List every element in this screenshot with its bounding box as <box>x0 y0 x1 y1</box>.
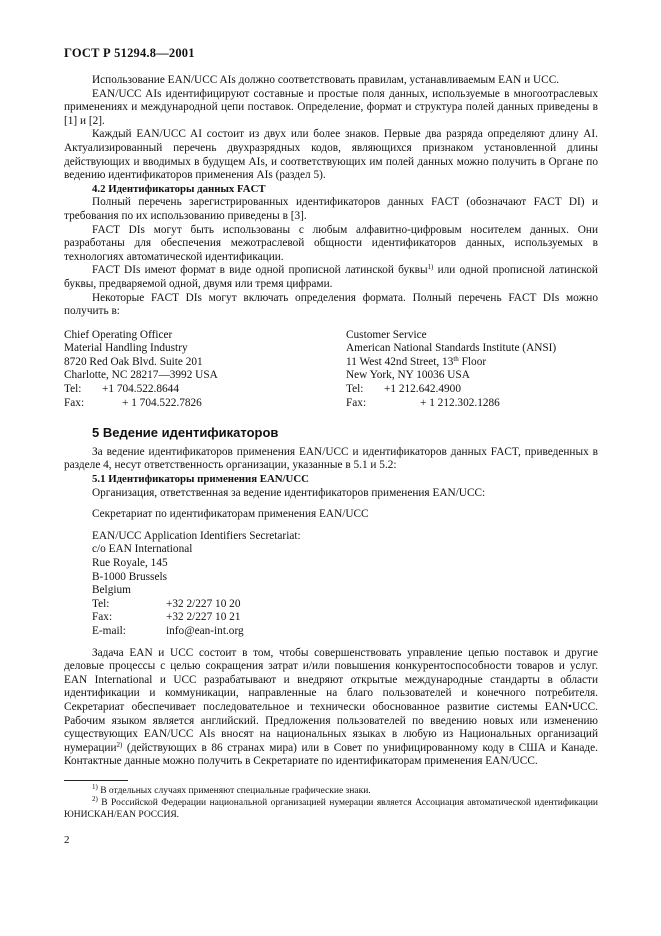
address-line: Rue Royale, 145 <box>92 557 168 569</box>
address-line: EAN/UCC Application Identifiers Secretariat: <box>92 529 301 542</box>
address-fax <box>92 611 598 625</box>
fax-label: Fax: <box>92 611 113 624</box>
page-body <box>64 74 598 769</box>
footnote-ref: 2) <box>116 740 123 749</box>
email-value: info@ean-int.org <box>166 624 244 637</box>
paragraph: Организация, ответственная за ведение идентификаторов применения EAN/UCC: <box>92 486 486 499</box>
contact-right <box>346 329 598 411</box>
paragraph: Полный перечень зарегистрированных идентификаторов данных FACT (обозначают FACT DI) и требования по их использованию приведены в [3]. <box>64 196 598 222</box>
subsection-heading-4-2: 4.2 Идентификаторы данных FACT <box>92 182 266 195</box>
subsection-heading-5-1: 5.1 Идентификаторы применения EAN/UCC <box>92 473 309 486</box>
footnote-ref: 1) <box>427 263 434 272</box>
footnote <box>64 785 598 797</box>
contact-line: Chief Operating Officer <box>64 328 173 341</box>
fax-value: + 1 704.522.7826 <box>122 396 202 409</box>
address-tel <box>92 598 598 612</box>
paragraph: За ведение идентификаторов применения EAN/UCC и идентификаторов данных FACT, приведенных в разделе 4, несут ответственность организации, указанные в 5.1 и 5.2: <box>64 445 598 472</box>
paragraph-text: FACT DIs имеют формат в виде одной прописной латинской буквы <box>92 264 428 277</box>
contact-line: Charlotte, NC 28217—3992 USA <box>64 369 218 382</box>
tel-value: +1 704.522.8644 <box>102 383 179 396</box>
address-text: 11 West 42nd Street, 13 <box>346 355 454 368</box>
paragraph-text: или одной прописной латинской буквы, предваряемой одной, двумя или тремя цифрами. <box>64 264 598 290</box>
email-label: E-mail: <box>92 624 126 637</box>
fax-value: + 1 212.302.1286 <box>420 396 500 409</box>
paragraph-text: Задача EAN и UCC состоит в том, чтобы совершенствовать управление цепью поставок и другие деловые процессы с целью сокращения затрат и/или повышения конкурентоспособности товаров и услуг. EAN International и UCC разрабатывают и внедряют открытые международные стандарты в области идентификации и коммуникации, направленные на благо пользователей и конечного потребителя. Секретариат обеспечивает последовательное и технически обоснованное развитие системы EAN•UCC. Рабочим языком является английский. Предложения пользователей по введению новых или изменению существующих EAN/UCC AIs вносят на национальных языках в любую из Национальных организаций нумерации <box>64 646 598 754</box>
paragraph: Каждый EAN/UCC AI состоит из двух или более знаков. Первые два разряда определяют длину AI. Актуализированный перечень двухразрядных кодов, являющихся признаком установленной длины действующих и вводимых в будущем AIs, и соответствующих им полей данных можно получить в Органе по ведению идентификаторов применения AIs (раздел 5). <box>64 128 598 182</box>
address-text: Floor <box>458 355 487 368</box>
contact-left <box>64 329 316 411</box>
footnote-text: В Российской Федерации национальной организацией нумерации является Ассоциация автоматической идентификации ЮНИСКАН/EAN РОССИЯ. <box>64 798 598 820</box>
section-heading-5: 5 Ведение идентификаторов <box>92 425 279 441</box>
paragraph: Использование EAN/UCC AIs должно соответствовать правилам, устанавливаемым EAN и UCC. <box>92 74 560 86</box>
paragraph: EAN/UCC AIs идентифицируют составные и простые поля данных, используемые в многоотраслевых применениях и международной цепи поставок. Определение, формат и структура полей данных приведены в [1] и [2]. <box>64 87 598 127</box>
paragraph <box>64 264 598 291</box>
fax-value: +32 2/227 10 21 <box>166 611 241 624</box>
secretariat-address <box>64 530 598 639</box>
paragraph: Секретариат по идентификаторам применения EAN/UCC <box>92 508 369 521</box>
page-number: 2 <box>64 834 70 846</box>
ordinal-suffix: th <box>453 354 459 363</box>
page-header-standard-code: ГОСТ Р 51294.8—2001 <box>64 46 195 60</box>
tel-value: +32 2/227 10 20 <box>166 597 241 610</box>
fax-label: Fax: <box>64 396 85 409</box>
contact-line: American National Standards Institute (ANSI) <box>346 342 557 355</box>
paragraph: FACT DIs могут быть использованы с любым алфавитно-цифровым носителем данных. Они разработаны для обеспечения межотраслевой общности идентификаторов данных, используемых в технологиях автоматической идентификации. <box>64 223 598 263</box>
paragraph <box>64 647 598 769</box>
contact-fax <box>346 397 598 411</box>
address-line: B-1000 Brussels <box>92 570 168 583</box>
contact-tel <box>346 383 598 397</box>
footnote-text: В отдельных случаях применяют специальные графические знаки. <box>97 786 371 796</box>
contact-line: Material Handling Industry <box>64 342 188 355</box>
contact-line: Customer Service <box>346 328 427 341</box>
tel-value: +1 212.642.4900 <box>384 383 461 396</box>
address-line: Belgium <box>92 584 131 597</box>
footnote-mark: 1) <box>92 783 98 791</box>
footnote-mark: 2) <box>92 795 98 803</box>
contact-tel <box>64 383 316 397</box>
footnote-divider <box>64 780 128 781</box>
footnote <box>64 797 598 821</box>
tel-label: Tel: <box>92 597 110 610</box>
contact-line: New York, NY 10036 USA <box>346 369 470 382</box>
paragraph-text: (действующих в 86 странах мира) или в Совет по унифицированному коду в США и Канаде. Контактные данные можно получить в Секретариате по идентификаторам применения EAN/UCC. <box>64 741 598 768</box>
contacts-block <box>64 329 598 411</box>
contact-line: 8720 Red Oak Blvd. Suite 201 <box>64 355 203 368</box>
tel-label: Tel: <box>64 383 82 396</box>
footnotes <box>64 785 598 821</box>
paragraph: Некоторые FACT DIs могут включать определения формата. Полный перечень FACT DIs можно получить в: <box>64 291 598 318</box>
address-line: c/o EAN International <box>92 543 193 556</box>
contact-line <box>346 356 598 370</box>
address-email <box>92 625 598 639</box>
fax-label: Fax: <box>346 396 367 409</box>
tel-label: Tel: <box>346 383 364 396</box>
contact-fax <box>64 397 316 411</box>
